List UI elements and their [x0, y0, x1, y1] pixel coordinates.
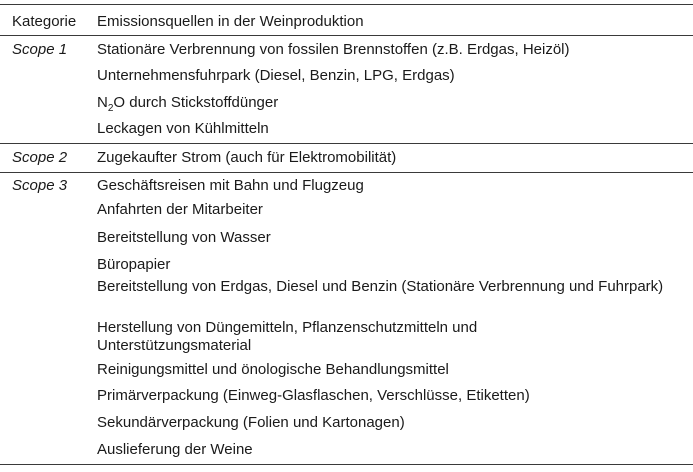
table-bottom-rule	[0, 464, 693, 465]
scope-2-rule	[0, 172, 693, 173]
list-item: Stationäre Verbrennung von fossilen Brennstoffen (z.B. Erdgas, Heizöl)	[97, 41, 570, 58]
scope-1-rule	[0, 143, 693, 144]
list-item: Reinigungsmittel und önologische Behandlungsmittel	[97, 361, 449, 378]
table-top-rule	[0, 4, 693, 5]
list-item: Leckagen von Kühlmitteln	[97, 120, 269, 137]
list-item: Unternehmensfuhrpark (Diesel, Benzin, LPG, Erdgas)	[97, 67, 455, 84]
list-item: Geschäftsreisen mit Bahn und Flugzeug	[97, 177, 364, 194]
n2o-subscript: 2	[107, 103, 114, 114]
n2o-suffix: O durch Stickstoffdünger	[113, 94, 279, 111]
list-item: Bereitstellung von Wasser	[97, 229, 271, 246]
header-emissionsquellen: Emissionsquellen in der Weinproduktion	[97, 13, 364, 30]
category-scope-3: Scope 3	[12, 177, 68, 194]
list-item-n2o	[97, 94, 278, 112]
list-item: Herstellung von Düngemitteln, Pflanzenschutzmitteln und Unterstützungsmaterial	[97, 319, 478, 354]
category-scope-2: Scope 2	[12, 149, 68, 166]
list-item: Bereitstellung von Erdgas, Diesel und Benzin (Stationäre Verbrennung und Fuhrpark)	[97, 278, 664, 295]
header-rule	[0, 35, 693, 36]
list-item: Auslieferung der Weine	[97, 441, 253, 458]
n2o-prefix: N	[97, 94, 108, 111]
header-kategorie: Kategorie	[12, 13, 77, 30]
list-item: Zugekaufter Strom (auch für Elektromobilität)	[97, 149, 397, 166]
list-item: Primärverpackung (Einweg-Glasflaschen, Verschlüsse, Etiketten)	[97, 387, 530, 404]
list-item: Sekundärverpackung (Folien und Kartonagen)	[97, 414, 405, 431]
list-item: Büropapier	[97, 256, 171, 273]
category-scope-1: Scope 1	[12, 41, 68, 58]
list-item: Anfahrten der Mitarbeiter	[97, 201, 263, 218]
